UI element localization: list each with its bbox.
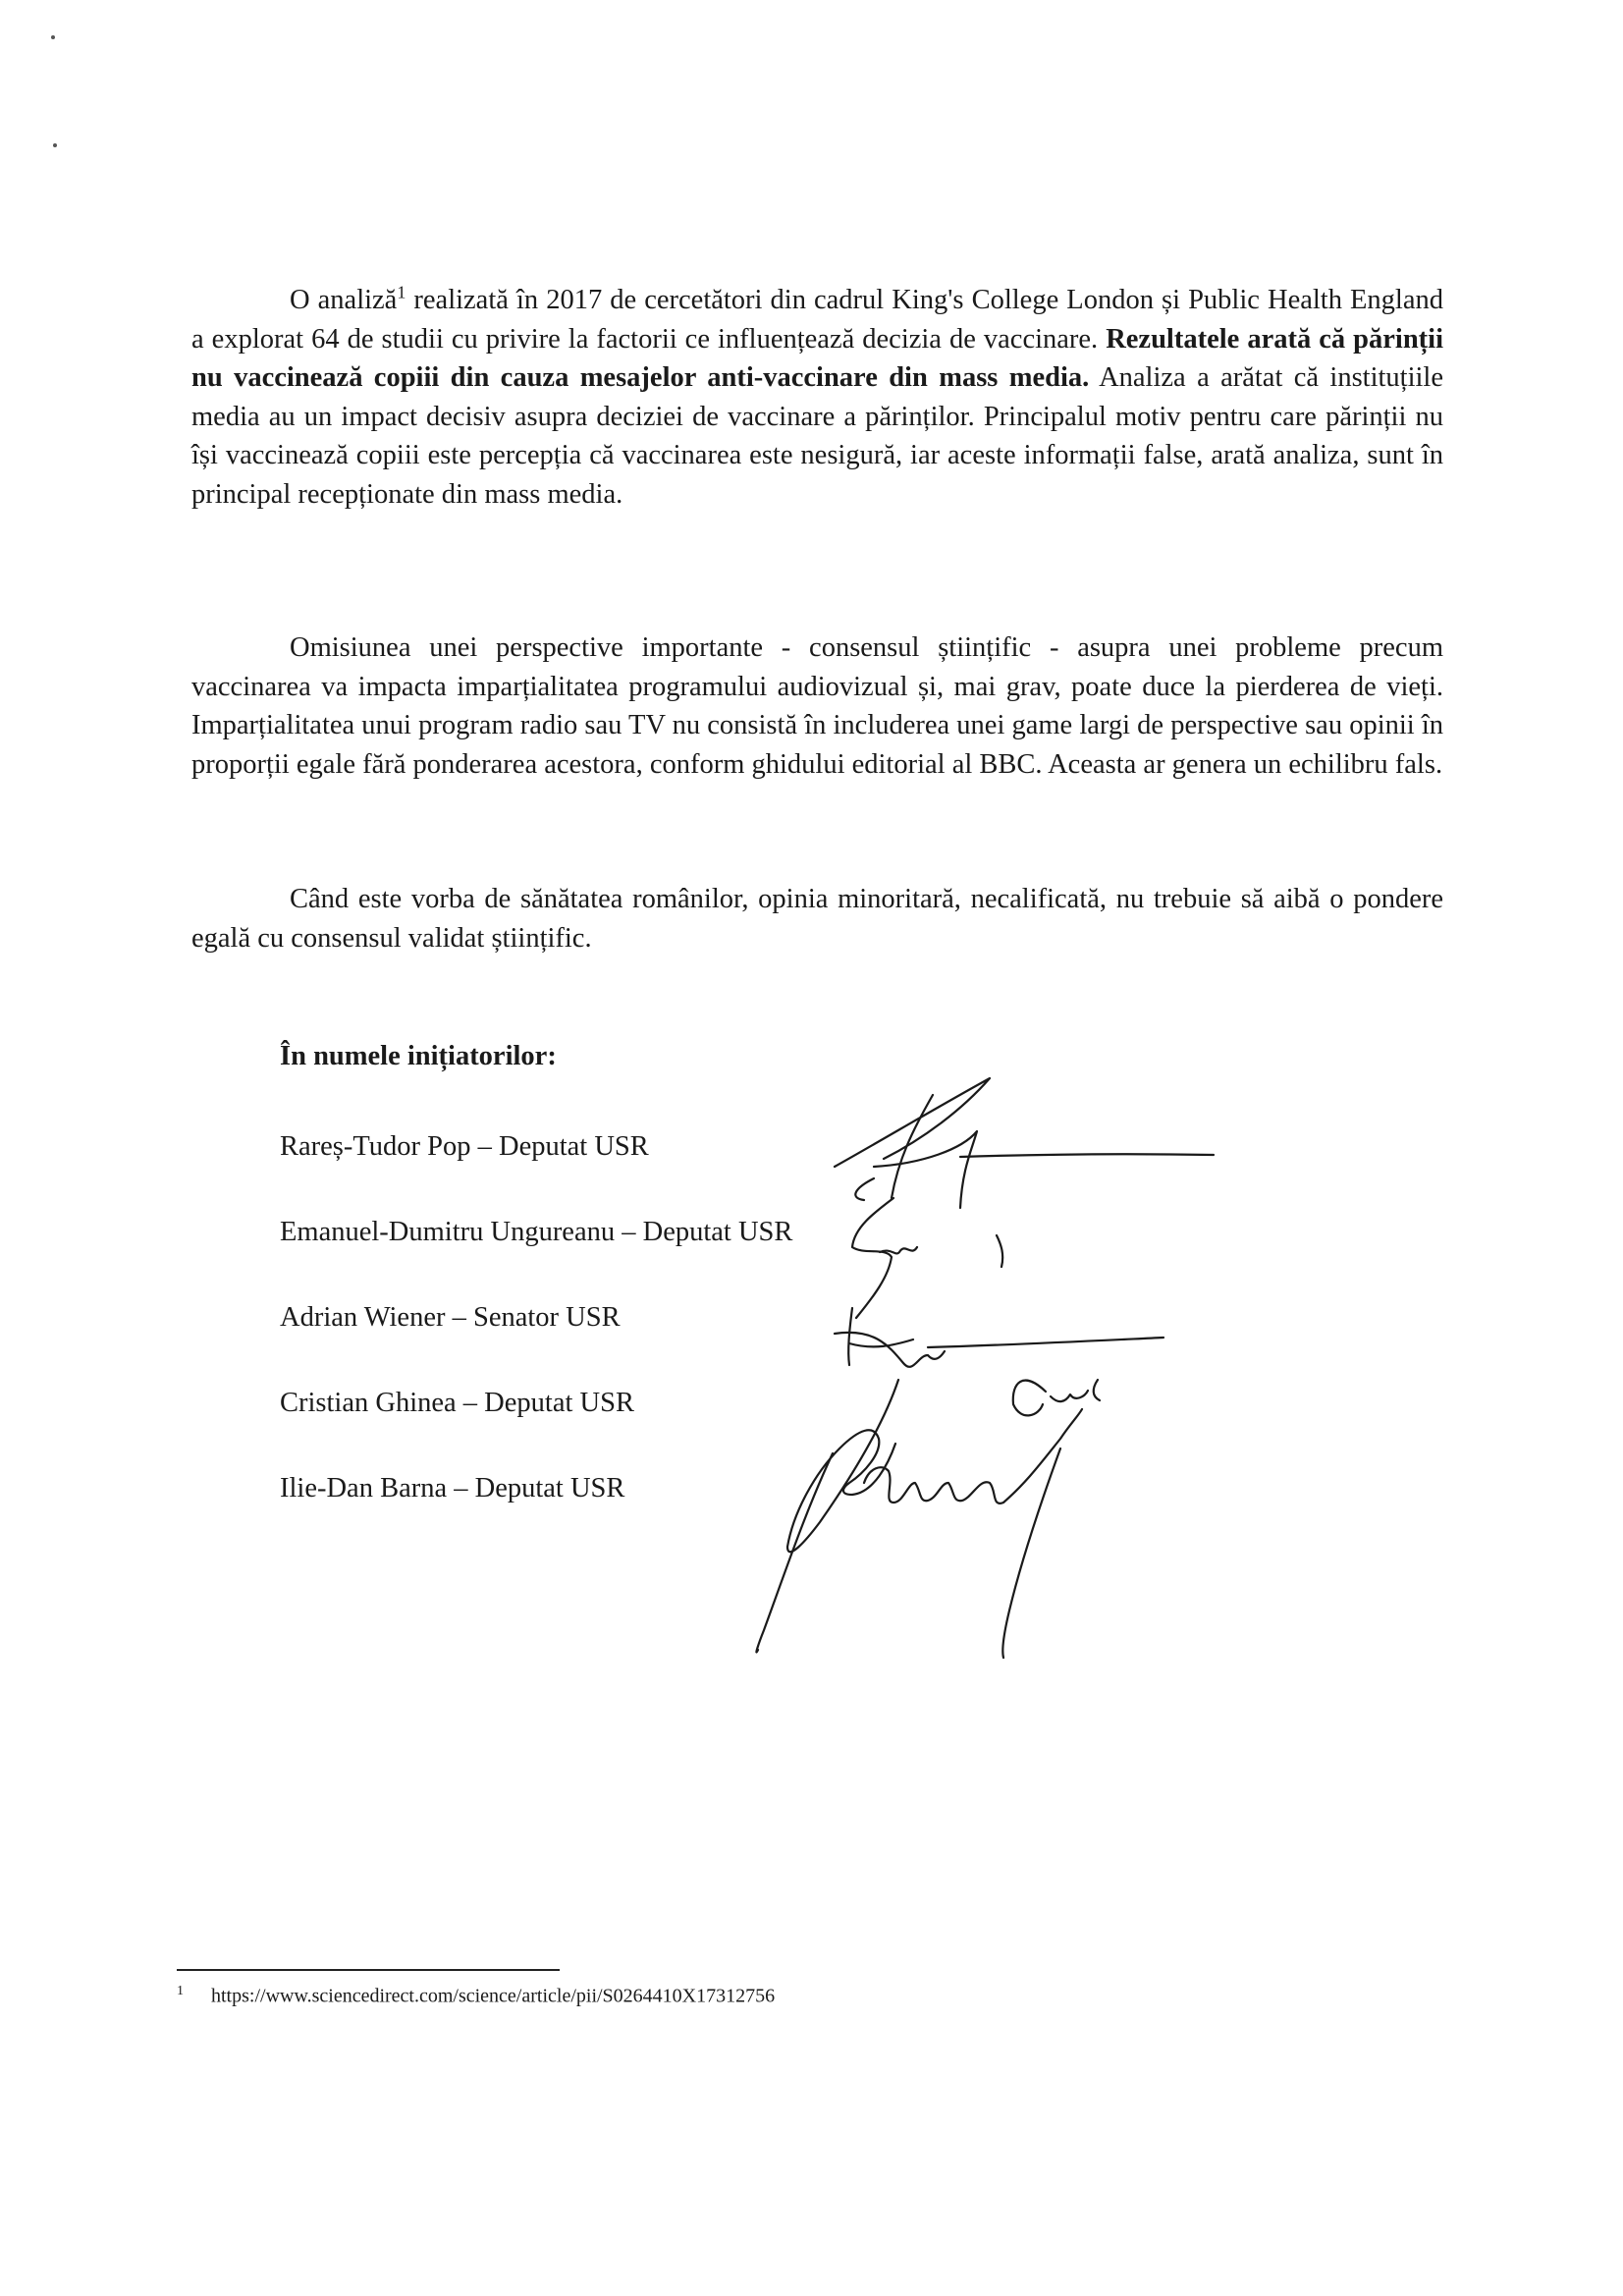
bold-finding: Rezultatele arată că părinții nu vaccinează copiii din cauza mesajelor anti-vaccinare din mass media. [191,323,1444,393]
paragraph-text: O analiză [290,285,398,315]
scan-speck [51,35,55,39]
footnote-separator [177,1969,560,1971]
paragraph-vaccination-study [191,281,1443,514]
signatory-name: Adrian Wiener – Senator USR [280,1302,621,1333]
initiators-heading: În numele inițiatorilor: [280,1041,557,1071]
signatory-name: Emanuel-Dumitru Ungureanu – Deputat USR [280,1217,793,1247]
footnote-url: https://www.sciencedirect.com/science/article/pii/S0264410X17312756 [211,1985,776,2007]
signatory-name: Cristian Ghinea – Deputat USR [280,1388,634,1418]
signatory-name: Rareș-Tudor Pop – Deputat USR [280,1131,649,1162]
paragraph-impartiality [191,629,1443,784]
paragraph-text: Analiza a arătat că instituțiile media au un impact decisiv asupra deciziei de vaccinare a părinților. Principalul motiv pentru care părinții nu își vaccinează copiii este percepția că vaccinarea este nesigură, iar aceste informații false, arată analiza, sunt în principal recepționate din mass media. [191,362,1443,510]
scan-speck [53,143,57,147]
signature-mark [835,1078,1214,1208]
signature-mark [835,1308,1163,1367]
paragraph-text: Când este vorba de sănătatea românilor, opinia minoritară, necalificată, nu trebuie să aibă o pondere egală cu consensul validat științific. [191,884,1443,954]
paragraph-text: Omisiunea unei perspective importante - consensul științific - asupra unei probleme precum vaccinarea va impacta imparțialitatea programului audiovizual și, mai grav, poate duce la pierderea de vieți. Imparțialitatea unui program radio sau TV nu consistă în includerea unei game largi de perspective sau opinii în proporții egale fără ponderarea acestora, conform ghidului editorial al BBC. Aceasta ar genera un echilibru fals. [191,632,1443,780]
handwritten-signatures [727,1051,1335,1679]
signature-mark [852,1198,1002,1318]
paragraph-conclusion [191,880,1443,957]
footnote-reference: 1 [397,282,406,302]
footnote [177,1984,775,2008]
signature-mark [1013,1380,1100,1415]
signatories-list [280,1127,792,1555]
paragraph-text: realizată în 2017 de cercetători din cadrul King's College London și Public Health England a explorat 64 de studii cu privire la factorii ce influențează decizia de vaccinare. [191,285,1443,355]
signature-mark [756,1380,1082,1658]
footnote-number: 1 [177,1984,184,1998]
signatory-name: Ilie-Dan Barna – Deputat USR [280,1473,625,1503]
